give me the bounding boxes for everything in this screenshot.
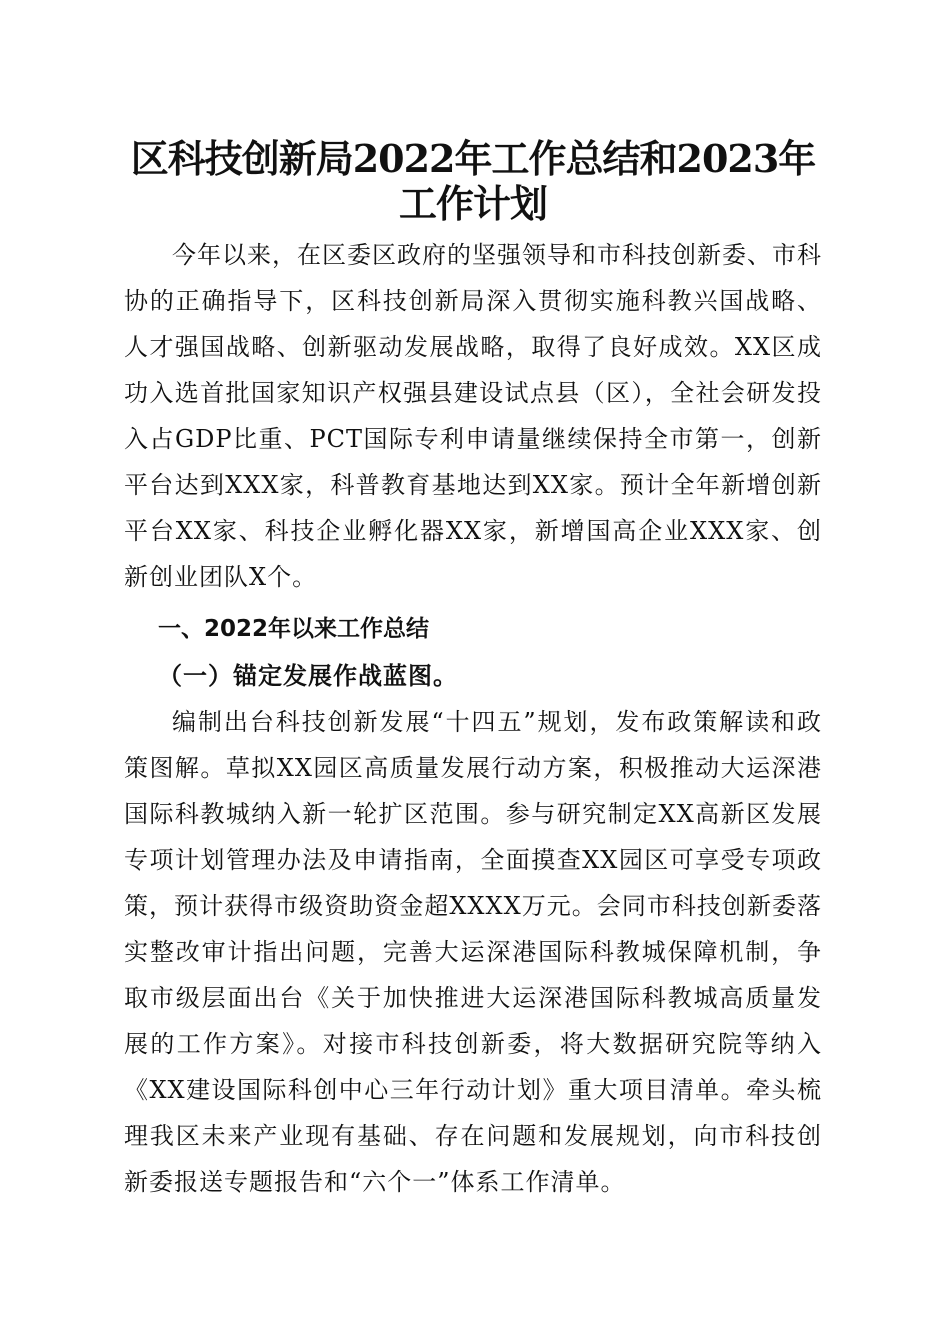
subsection-heading-1: （一）锚定发展作战蓝图。: [158, 661, 458, 690]
section-heading-1: 一、2022年以来工作总结: [158, 616, 430, 642]
document-body: [124, 136, 822, 1205]
intro-paragraph: 今年以来，在区委区政府的坚强领导和市科技创新委、市科协的正确指导下，区科技创新局深入贯彻实施科教兴国战略、人才强国战略、创新驱动发展战略，取得了良好成效。XX区成功入选首批国家知识产权强县建设试点县（区），全社会研发投入占GDP比重、PCT国际专利申请量继续保持全市第一，创新平台达到XXX家，科普教育基地达到XX家。预计全年新增创新平台XX家、科技企业孵化器XX家，新增国高企业XXX家、创新创业团队X个。: [124, 241, 822, 591]
subsection-1-paragraph: 编制出台科技创新发展“十四五”规划，发布政策解读和政策图解。草拟XX园区高质量发展行动方案，积极推动大运深港国际科教城纳入新一轮扩区范围。参与研究制定XX高新区发展专项计划管理办法及申请指南，全面摸查XX园区可享受专项政策，预计获得市级资助资金超XXXX万元。会同市科技创新委落实整改审计指出问题，完善大运深港国际科教城保障机制，争取市级层面出台《关于加快推进大运深港国际科教城高质量发展的工作方案》。对接市科技创新委，将大数据研究院等纳入《XX建设国际科创中心三年行动计划》重大项目清单。牵头梳理我区未来产业现有基础、存在问题和发展规划，向市科技创新委报送专题报告和“六个一”体系工作清单。: [124, 708, 822, 1196]
document-title: 区科技创新局2022年工作总结和2023年工作计划: [130, 136, 816, 226]
